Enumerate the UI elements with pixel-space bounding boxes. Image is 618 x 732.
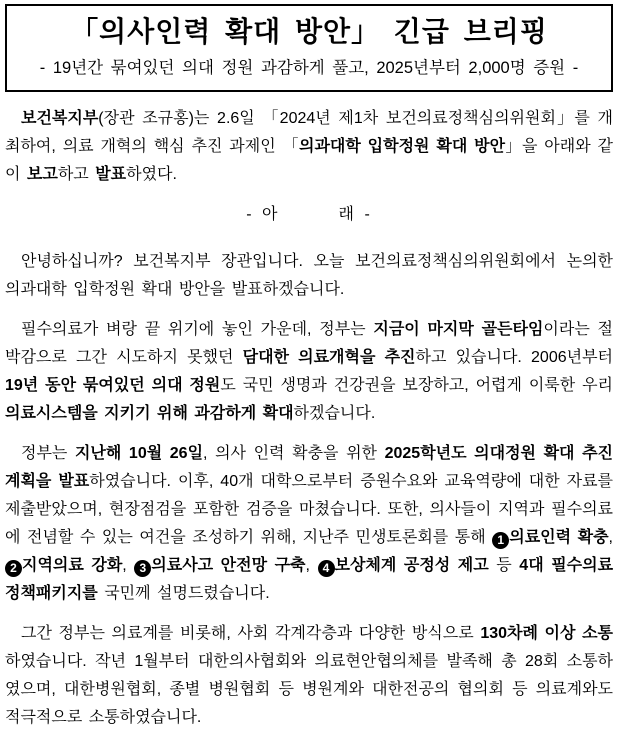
bold-text: 지역의료 강화	[22, 557, 123, 574]
bold-text: 보고	[26, 166, 58, 183]
circled-number-badge: 2	[5, 560, 22, 577]
bold-text: 19년 동안 묶여있던 의대 정원	[5, 377, 221, 394]
text-run: 하였습니다. 이후, 40개 대학으로부터 증원수요와 교육역량에 대한 자료를 제출받았으며, 현장점검을 포함한 검증을 마쳤습니다. 또한, 의사들이 지역과 필수의료에 전념할 수 있는 여건을 조성하기 위해, 지난주 민생토론회를 통해	[5, 473, 614, 546]
text-run: 」을 아래와 같이	[5, 138, 613, 183]
title-box	[5, 4, 613, 92]
text-run: 안녕하십니까? 보건복지부 장관입니다. 오늘 보건의료정책심의위원회에서 논의한 의과대학 입학정원 확대 방안을 발표하겠습니다.	[5, 253, 613, 298]
bold-text: 보건복지부	[21, 110, 99, 127]
document-body	[5, 105, 613, 732]
text-run: 도 국민 생명과 건강권을 보장하고, 어렵게 이룩한 우리	[220, 377, 613, 394]
text-run: 하고 있습니다. 2006년부터	[415, 349, 613, 366]
bold-text: 의과대학 입학정원 확대 방안	[298, 138, 506, 155]
document-subtitle: - 19년간 묶여있던 의대 정원 과감하게 풀고, 2025년부터 2,000명 증원 -	[39, 59, 579, 77]
text-run: 필수의료가 벼랑 끝 위기에 놓인 가운데, 정부는	[21, 321, 374, 338]
text-run: ,	[305, 557, 318, 574]
text-run: 하였습니다. 작년 1월부터 대한의사협회와 의료현안협의체를 발족해 총 28회 소통하였으며, 대한병원협회, 종별 병원협회 등 병원계와 대한전공의 협의회 등 의료계와도 적극적으로 소통하였습니다.	[5, 653, 613, 726]
bold-text: 4대 필수의료 정책패키지를	[5, 557, 614, 602]
document-title: 「의사인력 확대 방안」 긴급 브리핑	[70, 16, 548, 47]
text-run: - 아 래 -	[246, 206, 372, 223]
bold-text: 2025학년도 의대정원 확대 추진계획을 발표	[5, 445, 613, 490]
circled-number-badge: 4	[318, 560, 335, 577]
bold-text: 의료시스템을 지키기 위해 과감하게 확대	[5, 405, 294, 422]
text-run: , 의사 인력 확충을 위한	[203, 445, 385, 462]
circled-number-badge: 1	[492, 532, 509, 549]
paragraph	[5, 620, 613, 732]
text-run: ,	[122, 557, 135, 574]
paragraph	[5, 248, 613, 304]
bold-text: 130차례 이상 소통	[480, 625, 613, 642]
text-run: (장관 조규홍)는 2.6일 「2024년 제1차 보건의료정책심의위원회」를 개최하여, 의료 개혁의 핵심 추진 과제인 「	[5, 110, 613, 155]
bold-text: 지금이 마지막 골든타임	[373, 321, 544, 338]
text-run: 등	[488, 557, 520, 574]
paragraph	[5, 316, 613, 428]
circled-number-badge: 3	[134, 560, 151, 577]
text-run: 하겠습니다.	[293, 405, 376, 422]
below-marker-line	[5, 201, 613, 229]
text-run: 이라는 절박감으로 그간 시도하지 못했던	[5, 321, 613, 366]
bold-text: 보상체계 공정성 제고	[334, 557, 489, 574]
bold-text: 발표	[95, 166, 127, 183]
bold-text: 지난해 10월 26일	[74, 445, 204, 462]
text-run: 하였다.	[126, 166, 177, 183]
text-run: 하고	[57, 166, 96, 183]
text-run: 그간 정부는 의료계를 비롯해, 사회 각계각층과 다양한 방식으로	[21, 625, 481, 642]
text-run: ,	[608, 529, 613, 546]
bold-text: 담대한 의료개혁을 추진	[242, 349, 416, 366]
text-run: 정부는	[21, 445, 75, 462]
bold-text: 의료인력 확충	[509, 529, 609, 546]
paragraph	[5, 440, 613, 608]
bold-text: 의료사고 안전망 구축	[151, 557, 306, 574]
paragraph	[5, 105, 613, 189]
text-run: 국민께 설명드렸습니다.	[97, 585, 270, 602]
